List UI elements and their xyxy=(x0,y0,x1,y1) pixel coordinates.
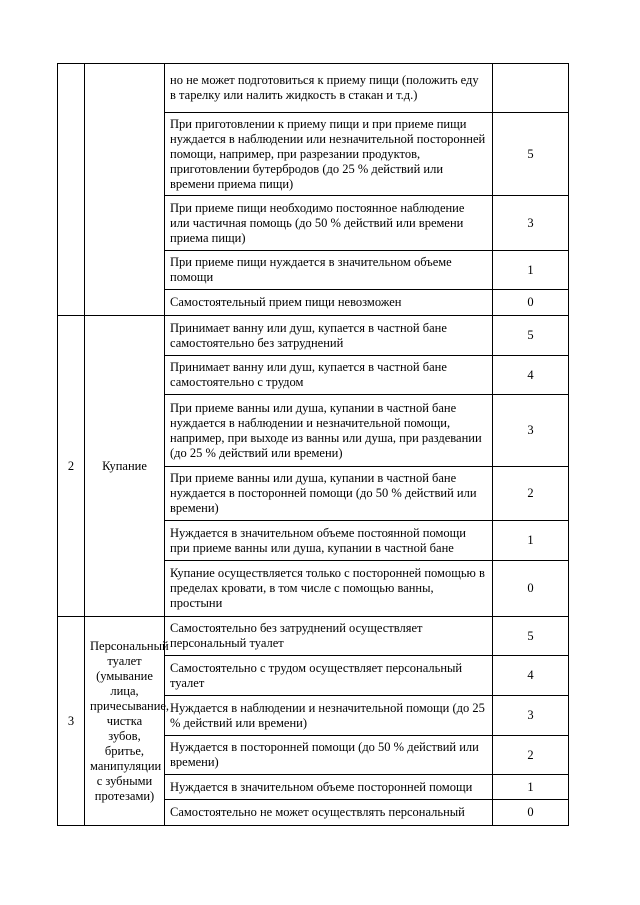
criterion-score: 2 xyxy=(493,467,569,521)
table-row xyxy=(58,64,569,113)
criterion-score: 0 xyxy=(493,800,569,826)
criterion-text: При приеме пищи необходимо постоянное наблюдение или частичная помощь (до 50 % действий или времени приема пищи) xyxy=(165,196,493,251)
criterion-score: 2 xyxy=(493,736,569,775)
section-number: 3 xyxy=(58,617,85,826)
criterion-text: Самостоятельный прием пищи невозможен xyxy=(165,290,493,316)
criterion-text: Принимает ванну или душ, купается в частной бане самостоятельно с трудом xyxy=(165,356,493,395)
criterion-score: 5 xyxy=(493,617,569,656)
table-row xyxy=(58,316,569,356)
criterion-score: 5 xyxy=(493,316,569,356)
criterion-score: 4 xyxy=(493,656,569,696)
criterion-text: При приеме ванны или душа, купании в частной бане нуждается в посторонней помощи (до 50 % действий или времени) xyxy=(165,467,493,521)
criterion-text: Купание осуществляется только с посторонней помощью в пределах кровати, в том числе с помощью ванны, простыни xyxy=(165,561,493,617)
criterion-text: Нуждается в наблюдении и незначительной помощи (до 25 % действий или времени) xyxy=(165,696,493,736)
criterion-text: Самостоятельно без затруднений осуществляет персональный туалет xyxy=(165,617,493,656)
criterion-text: Самостоятельно с трудом осуществляет персональный туалет xyxy=(165,656,493,696)
criterion-text: При приеме пищи нуждается в значительном объеме помощи xyxy=(165,251,493,290)
criterion-text: Нуждается в значительном объеме постоянной помощи при приеме ванны или душа, купании в частной бане xyxy=(165,521,493,561)
criterion-text: При приготовлении к приему пищи и при приеме пищи нуждается в наблюдении или незначительной посторонней помощи, например, при разрезании продуктов, приготовлении бутербродов (до 25 % действий или времени приема пищи) xyxy=(165,113,493,196)
section-number: 2 xyxy=(58,316,85,617)
criterion-text: Нуждается в посторонней помощи (до 50 % действий или времени) xyxy=(165,736,493,775)
section-number xyxy=(58,64,85,316)
criterion-score: 3 xyxy=(493,696,569,736)
criterion-text: Принимает ванну или душ, купается в частной бане самостоятельно без затруднений xyxy=(165,316,493,356)
criterion-score xyxy=(493,64,569,113)
criterion-text: но не может подготовиться к приему пищи (положить еду в тарелку или налить жидкость в стакан и т.д.) xyxy=(165,64,493,113)
section-name xyxy=(85,64,165,316)
criterion-score: 0 xyxy=(493,290,569,316)
table-row xyxy=(58,617,569,656)
criterion-score: 5 xyxy=(493,113,569,196)
criterion-text: Самостоятельно не может осуществлять персональный xyxy=(165,800,493,826)
section-name: Персональный туалет (умывание лица, причесывание, чистка зубов, бритье, манипуляции с зубными протезами) xyxy=(85,617,165,826)
criterion-score: 1 xyxy=(493,521,569,561)
section-name: Купание xyxy=(85,316,165,617)
criterion-score: 0 xyxy=(493,561,569,617)
assessment-table xyxy=(57,63,569,826)
criterion-score: 4 xyxy=(493,356,569,395)
criterion-text: Нуждается в значительном объеме посторонней помощи xyxy=(165,775,493,800)
criterion-score: 3 xyxy=(493,196,569,251)
criterion-score: 1 xyxy=(493,775,569,800)
criterion-score: 3 xyxy=(493,395,569,467)
criterion-text: При приеме ванны или душа, купании в частной бане нуждается в наблюдении и незначительной помощи, например, при выходе из ванны или душа, при раздевании (до 25 % действий или времени) xyxy=(165,395,493,467)
criterion-score: 1 xyxy=(493,251,569,290)
